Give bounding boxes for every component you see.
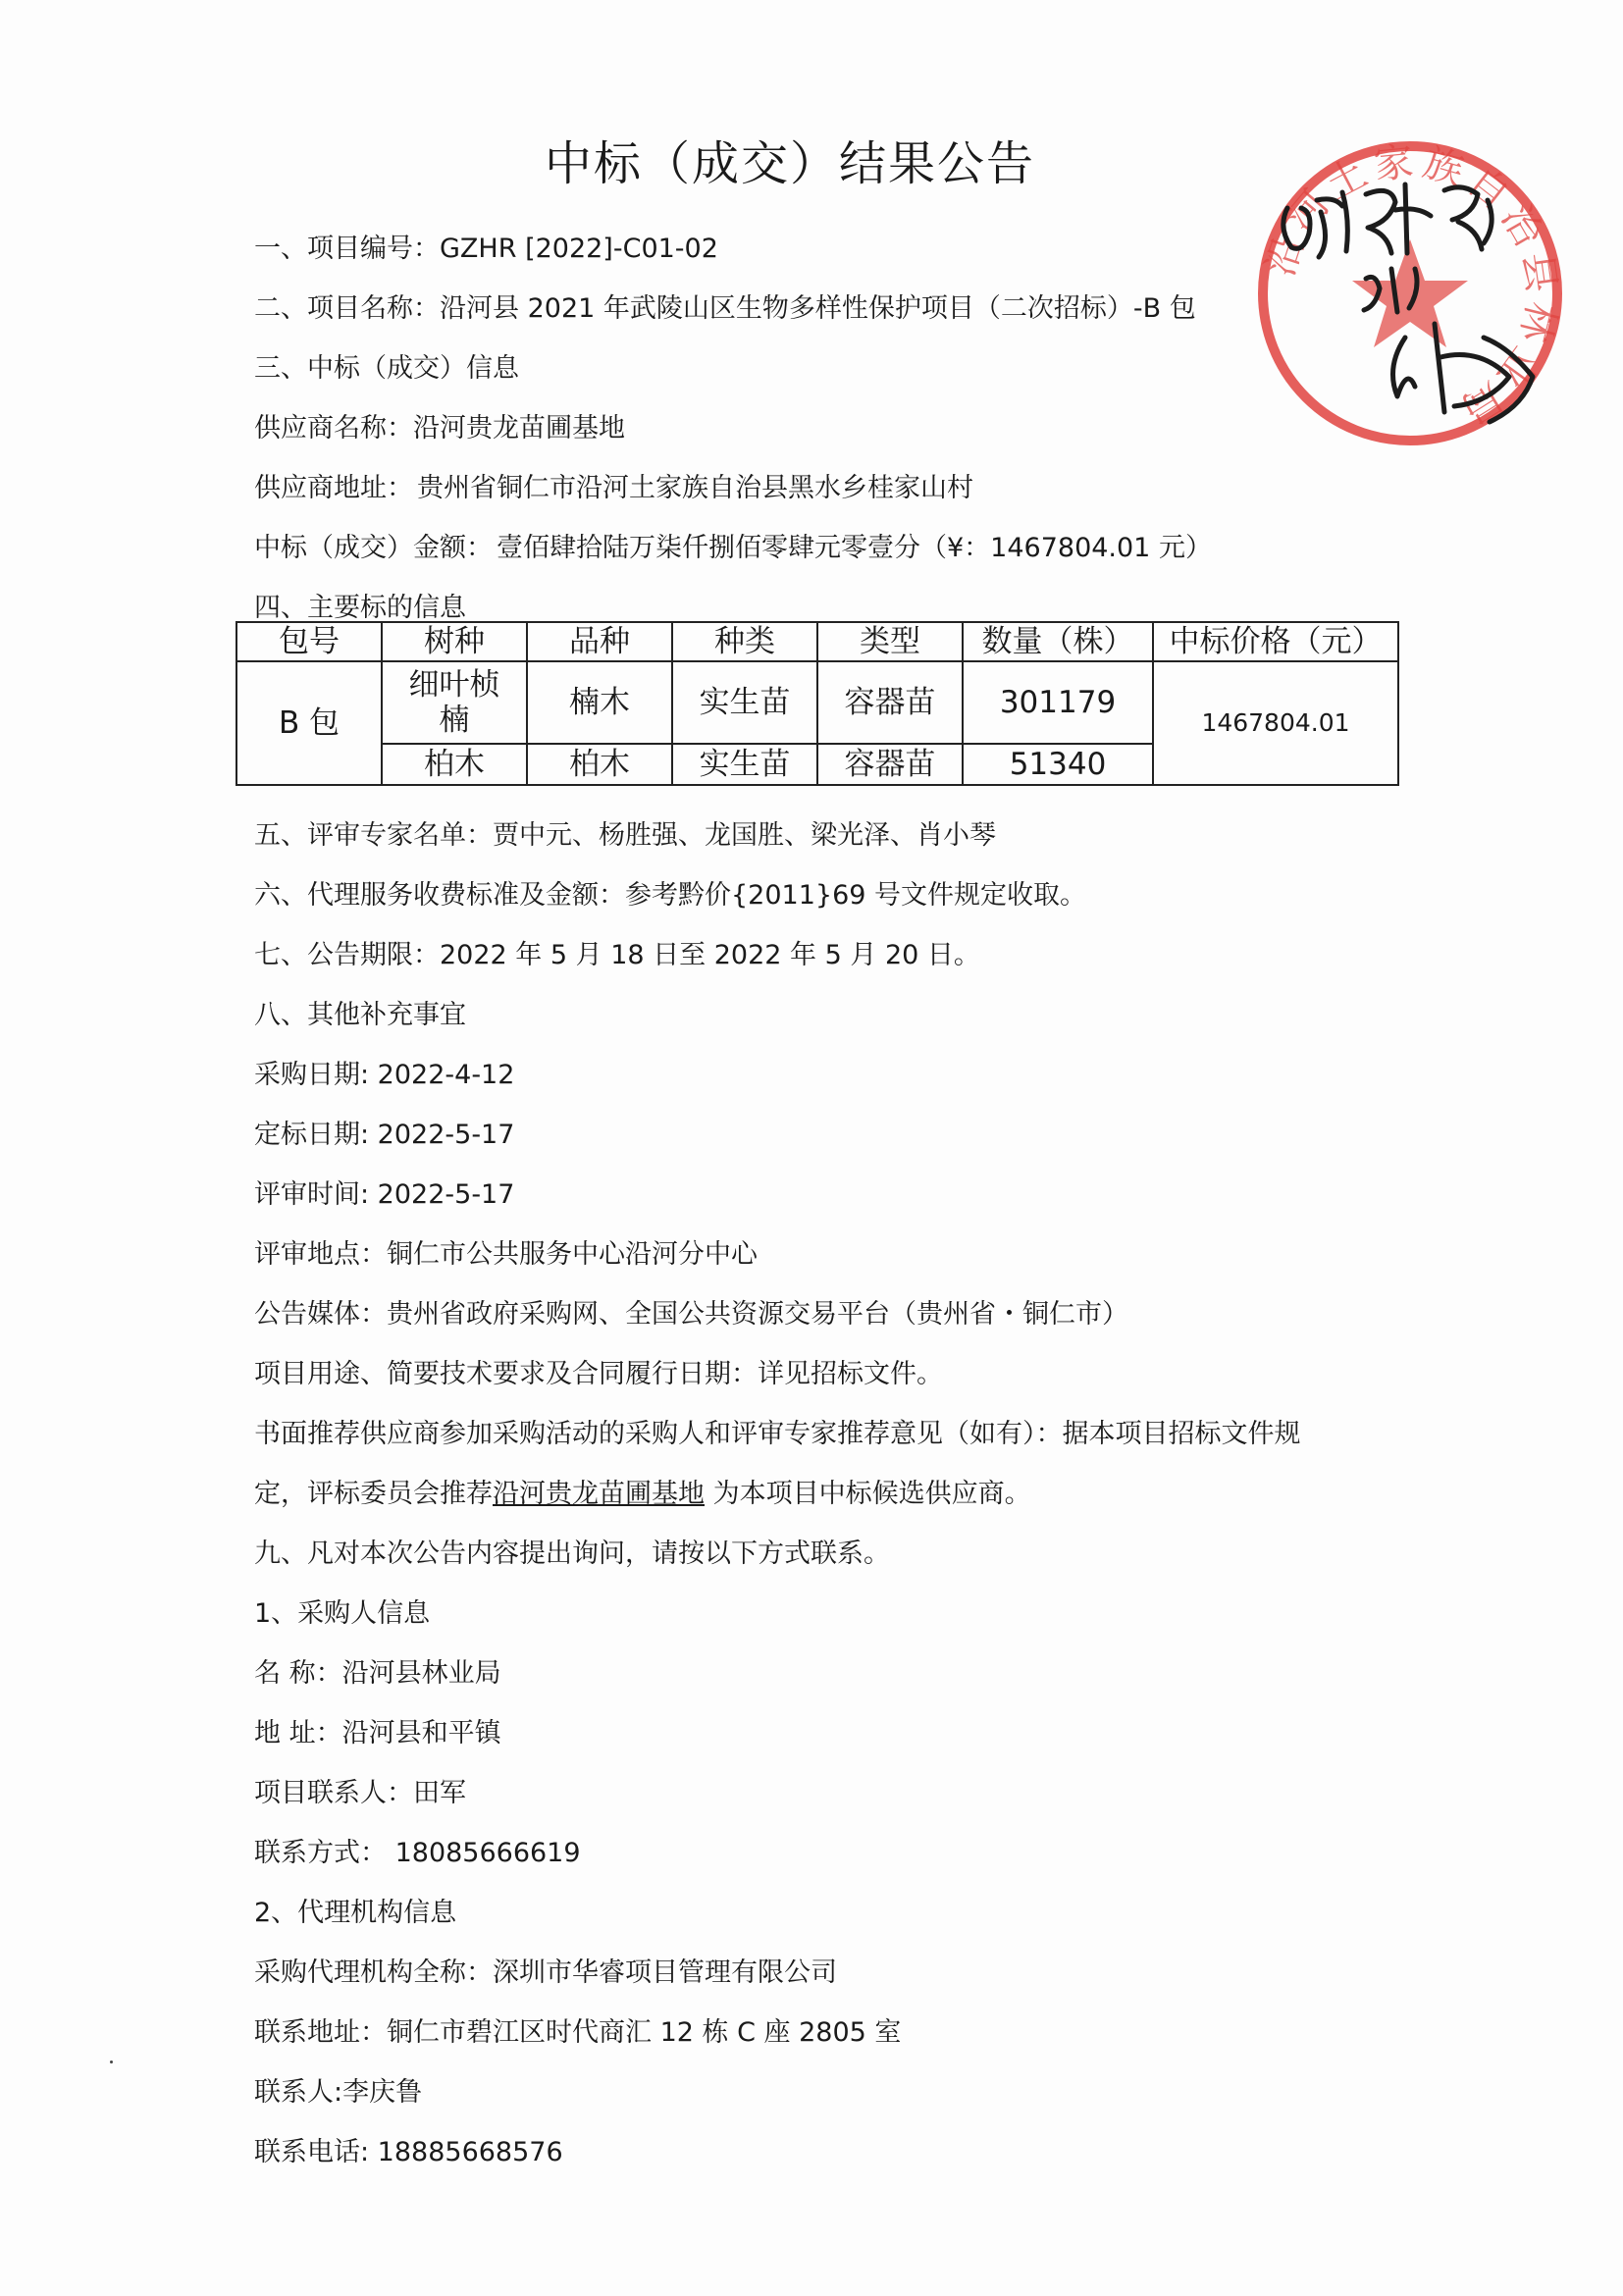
table-cell: 楠木 — [527, 661, 672, 744]
agency-name: 采购代理机构全称：深圳市华睿项目管理有限公司 — [254, 1957, 837, 1988]
table-row — [236, 661, 1398, 744]
table-header: 数量（株） — [963, 622, 1153, 661]
project-name-line — [254, 287, 1196, 325]
table-cell: 51340 — [963, 744, 1153, 785]
supplier-name-value: 沿河贵龙苗圃基地 — [413, 413, 625, 444]
scan-speck — [110, 2061, 113, 2063]
seal-ring-text: 沿河土家族自治县林业局 — [1258, 139, 1564, 435]
award-amount-value: 壹佰肆拾陆万柒仟捌佰零肆元零壹分（¥：1467804.01 元） — [497, 533, 1212, 563]
supplier-address-label: 供应商地址： — [254, 473, 413, 503]
recommendation-line-1: 书面推荐供应商参加采购活动的采购人和评审专家推荐意见（如有）：据本项目招标文件规 — [254, 1419, 1301, 1449]
experts-line — [254, 813, 996, 852]
recommendation-line-2 — [254, 1472, 1031, 1510]
buyer-phone: 联系方式： 18085666619 — [254, 1838, 581, 1868]
table-cell: 容器苗 — [817, 744, 963, 785]
supplier-address-value: 贵州省铜仁市沿河土家族自治县黑水乡桂家山村 — [417, 473, 973, 503]
announcement-media: 公告媒体：贵州省政府采购网、全国公共资源交易平台（贵州省・铜仁市） — [254, 1299, 1128, 1330]
agency-contact: 联系人:李庆鲁 — [254, 2077, 423, 2108]
award-date: 定标日期: 2022-5-17 — [254, 1120, 515, 1150]
section-award-info: 三、中标（成交）信息 — [254, 353, 519, 384]
table-cell: 柏木 — [382, 744, 527, 785]
agency-fee-value: 参考黔价{2011}69 号文件规定收取。 — [625, 880, 1087, 911]
agency-info-heading: 2、代理机构信息 — [254, 1898, 457, 1928]
price-cell: 1467804.01 — [1153, 661, 1398, 785]
supplier-address-line — [254, 466, 973, 504]
section-other-matters: 八、其他补充事宜 — [254, 1000, 466, 1030]
review-place: 评审地点：铜仁市公共服务中心沿河分中心 — [254, 1239, 758, 1270]
table-cell: 实生苗 — [672, 661, 817, 744]
bid-items-table — [236, 621, 1399, 786]
table-cell: 容器苗 — [817, 661, 963, 744]
buyer-info-heading: 1、采购人信息 — [254, 1598, 431, 1629]
project-name-label: 二、项目名称： — [254, 293, 440, 324]
buyer-contact: 项目联系人：田军 — [254, 1778, 466, 1808]
table-header: 品种 — [527, 622, 672, 661]
agency-fee-label: 六、代理服务收费标准及金额： — [254, 880, 625, 911]
experts-value: 贾中元、杨胜强、龙国胜、梁光泽、肖小琴 — [493, 820, 996, 851]
notice-period-label: 七、公告期限： — [254, 940, 440, 970]
recommendation-tail: 为本项目中标候选供应商。 — [705, 1479, 1031, 1509]
page-title: 中标（成交）结果公告 — [544, 136, 1035, 191]
table-cell: 细叶桢楠 — [382, 661, 527, 744]
table-header-row — [236, 622, 1398, 661]
agency-fee-line — [254, 873, 1086, 912]
table-header: 中标价格（元） — [1153, 622, 1398, 661]
project-name-value: 沿河县 2021 年武陵山区生物多样性保护项目（二次招标）-B 包 — [440, 293, 1196, 324]
table-cell: 实生苗 — [672, 744, 817, 785]
recommended-supplier: 沿河贵龙苗圃基地 — [493, 1479, 705, 1509]
buyer-name: 名 称：沿河县林业局 — [254, 1658, 501, 1689]
project-usage: 项目用途、简要技术要求及合同履行日期：详见招标文件。 — [254, 1359, 943, 1389]
purchase-date: 采购日期: 2022-4-12 — [254, 1060, 515, 1090]
supplier-name-label: 供应商名称： — [254, 413, 413, 444]
table-header: 树种 — [382, 622, 527, 661]
agency-phone: 联系电话: 18885668576 — [254, 2137, 563, 2167]
official-seal — [1248, 131, 1572, 455]
table-header: 包号 — [236, 622, 382, 661]
table-cell: 柏木 — [527, 744, 672, 785]
project-number-line — [254, 227, 718, 265]
project-number-label: 一、项目编号： — [254, 234, 440, 264]
table-header: 类型 — [817, 622, 963, 661]
buyer-address: 地 址：沿河县和平镇 — [254, 1718, 501, 1748]
agency-address: 联系地址：铜仁市碧江区时代商汇 12 栋 C 座 2805 室 — [254, 2017, 902, 2048]
project-number-value: GZHR [2022]-C01-02 — [440, 234, 718, 264]
notice-period-value: 2022 年 5 月 18 日至 2022 年 5 月 20 日。 — [440, 940, 980, 970]
recommendation-text: 定，评标委员会推荐 — [254, 1479, 493, 1509]
review-time: 评审时间: 2022-5-17 — [254, 1179, 515, 1210]
award-amount-label: 中标（成交）金额： — [254, 533, 493, 563]
package-cell: B 包 — [236, 661, 382, 785]
table-header: 种类 — [672, 622, 817, 661]
section-contact: 九、凡对本次公告内容提出询问，请按以下方式联系。 — [254, 1539, 890, 1569]
seal-star-icon — [1352, 239, 1468, 347]
experts-label: 五、评审专家名单： — [254, 820, 493, 851]
award-amount-line — [254, 526, 1212, 564]
supplier-name-line — [254, 406, 625, 444]
section-main-items: 四、主要标的信息 — [254, 593, 466, 623]
table-cell: 301179 — [963, 661, 1153, 744]
notice-period-line — [254, 933, 980, 971]
